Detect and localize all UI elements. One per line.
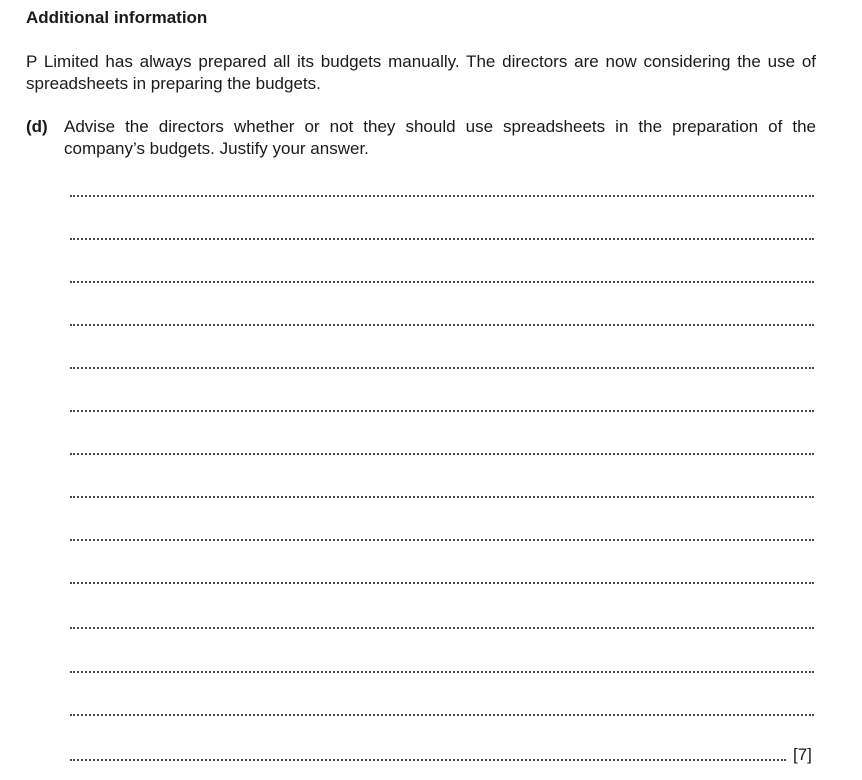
answer-line[interactable] — [70, 759, 786, 761]
answer-line[interactable] — [70, 324, 814, 326]
marks-indicator: [7] — [793, 745, 812, 764]
answer-line[interactable] — [70, 539, 814, 541]
answer-line[interactable] — [70, 367, 814, 369]
section-heading: Additional information — [26, 8, 208, 27]
answer-line[interactable] — [70, 453, 814, 455]
answer-line[interactable] — [70, 671, 814, 673]
answer-line[interactable] — [70, 281, 814, 283]
answer-line[interactable] — [70, 627, 814, 629]
question-text: Advise the directors whether or not they should use spreadsheets in the preparation of the company’s budgets. Justify your answer. — [64, 117, 816, 158]
answer-line[interactable] — [70, 410, 814, 412]
answer-line[interactable] — [70, 238, 814, 240]
intro-paragraph: P Limited has always prepared all its budgets manually. The directors are now considering the use of spreadsheets in preparing the budgets. — [26, 52, 816, 93]
answer-line[interactable] — [70, 582, 814, 584]
answer-line[interactable] — [70, 496, 814, 498]
question-label: (d) — [26, 117, 48, 136]
answer-line[interactable] — [70, 195, 814, 197]
answer-line[interactable] — [70, 714, 814, 716]
